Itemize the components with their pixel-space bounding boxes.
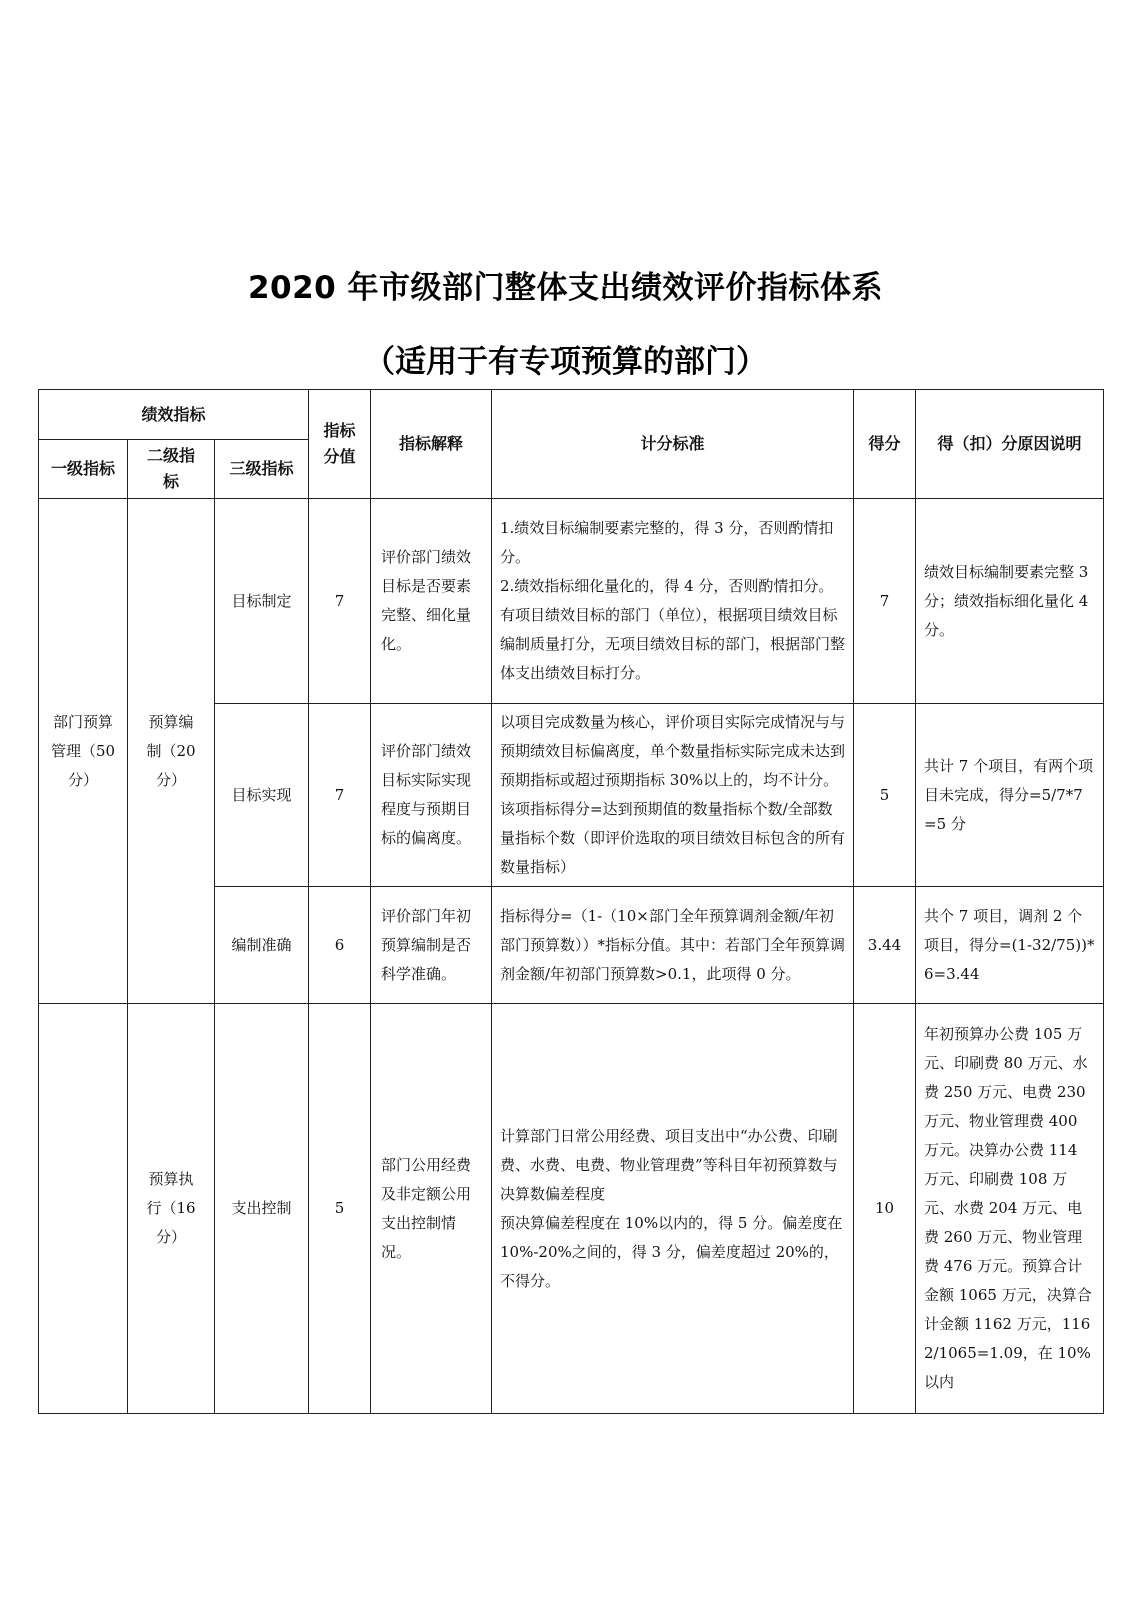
score-cell: 3.44: [854, 887, 916, 1004]
document-title: 2020 年市级部门整体支出绩效评价指标体系: [247, 270, 884, 306]
explanation-cell: 评价部门绩效目标是否要素完整、细化量化。: [371, 499, 492, 704]
table-row: [39, 499, 1104, 704]
score-cell: 10: [854, 1004, 916, 1414]
level1-cell-empty: [39, 1004, 128, 1414]
level1-cell: 部门预算 管理（50 分）: [39, 499, 128, 1004]
table-row: [39, 1004, 1104, 1414]
level3-cell: 目标实现: [215, 704, 309, 887]
standard-cell: 1.绩效目标编制要素完整的，得 3 分，否则酌情扣分。 2.绩效指标细化量化的，得 4 分，否则酌情扣分。 有项目绩效目标的部门（单位），根据项目绩效目标编制质量打分，无项目绩效目标的部门，根据部门整体支出绩效目标打分。: [492, 499, 854, 704]
value-cell: 7: [309, 704, 371, 887]
header-reason: 得（扣）分原因说明: [916, 390, 1104, 499]
header-explanation: 指标解释: [371, 390, 492, 499]
explanation-cell: 部门公用经费及非定额公用支出控制情况。: [371, 1004, 492, 1414]
level3-cell: 编制准确: [215, 887, 309, 1004]
reason-cell: 共个 7 项目，调剂 2 个项目，得分=(1-32/75))*6=3.44: [916, 887, 1104, 1004]
header-row-1: [39, 390, 1104, 440]
score-cell: 5: [854, 704, 916, 887]
value-cell: 6: [309, 887, 371, 1004]
level2-cell: 预算执 行（16 分）: [128, 1004, 215, 1414]
header-indicators: 绩效指标: [39, 390, 309, 440]
explanation-cell: 评价部门年初预算编制是否科学准确。: [371, 887, 492, 1004]
document-subtitle: （适用于有专项预算的部门）: [364, 344, 767, 380]
standard-cell: 以项目完成数量为核心，评价项目实际完成情况与与预期绩效目标偏离度，单个数量指标实际完成未达到预期指标或超过预期指标 30%以上的，均不计分。该项指标得分=达到预期值的数量指标个数/全部数量指标个数（即评价选取的项目绩效目标包含的所有数量指标）: [492, 704, 854, 887]
header-score: 得分: [854, 390, 916, 499]
reason-cell: 年初预算办公费 105 万元、印刷费 80 万元、水费 250 万元、电费 230 万元、物业管理费 400 万元。决算办公费 114 万元、印刷费 108 万元、水费 204 万元、电费 260 万元、物业管理费 476 万元。预算合计金额 1065 万元，决算合计金额 1162 万元，1162/1065=1.09，在 10%以内: [916, 1004, 1104, 1414]
value-cell: 7: [309, 499, 371, 704]
explanation-cell: 评价部门绩效目标实际实现程度与预期目标的偏离度。: [371, 704, 492, 887]
header-standard: 计分标准: [492, 390, 854, 499]
standard-cell: 计算部门日常公用经费、项目支出中“办公费、印刷费、水费、电费、物业管理费”等科目年初预算数与决算数偏差程度 预决算偏差程度在 10%以内的，得 5 分。偏差度在 10%-20%之间的，得 3 分，偏差度超过 20%的，不得分。: [492, 1004, 854, 1414]
header-level1: 一级指标: [39, 440, 128, 499]
header-level3: 三级指标: [215, 440, 309, 499]
standard-cell: 指标得分=（1-（10×部门全年预算调剂金额/年初部门预算数））*指标分值。其中：若部门全年预算调剂金额/年初部门预算数>0.1，此项得 0 分。: [492, 887, 854, 1004]
level3-cell: 支出控制: [215, 1004, 309, 1414]
value-cell: 5: [309, 1004, 371, 1414]
header-level2: 二级指 标: [128, 440, 215, 499]
header-score-value: 指标 分值: [309, 390, 371, 499]
indicator-table: [38, 389, 1104, 1414]
level3-cell: 目标制定: [215, 499, 309, 704]
reason-cell: 绩效目标编制要素完整 3 分；绩效指标细化量化 4 分。: [916, 499, 1104, 704]
score-cell: 7: [854, 499, 916, 704]
level2-cell: 预算编 制（20 分）: [128, 499, 215, 1004]
reason-cell: 共计 7 个项目，有两个项目未完成，得分=5/7*7=5 分: [916, 704, 1104, 887]
